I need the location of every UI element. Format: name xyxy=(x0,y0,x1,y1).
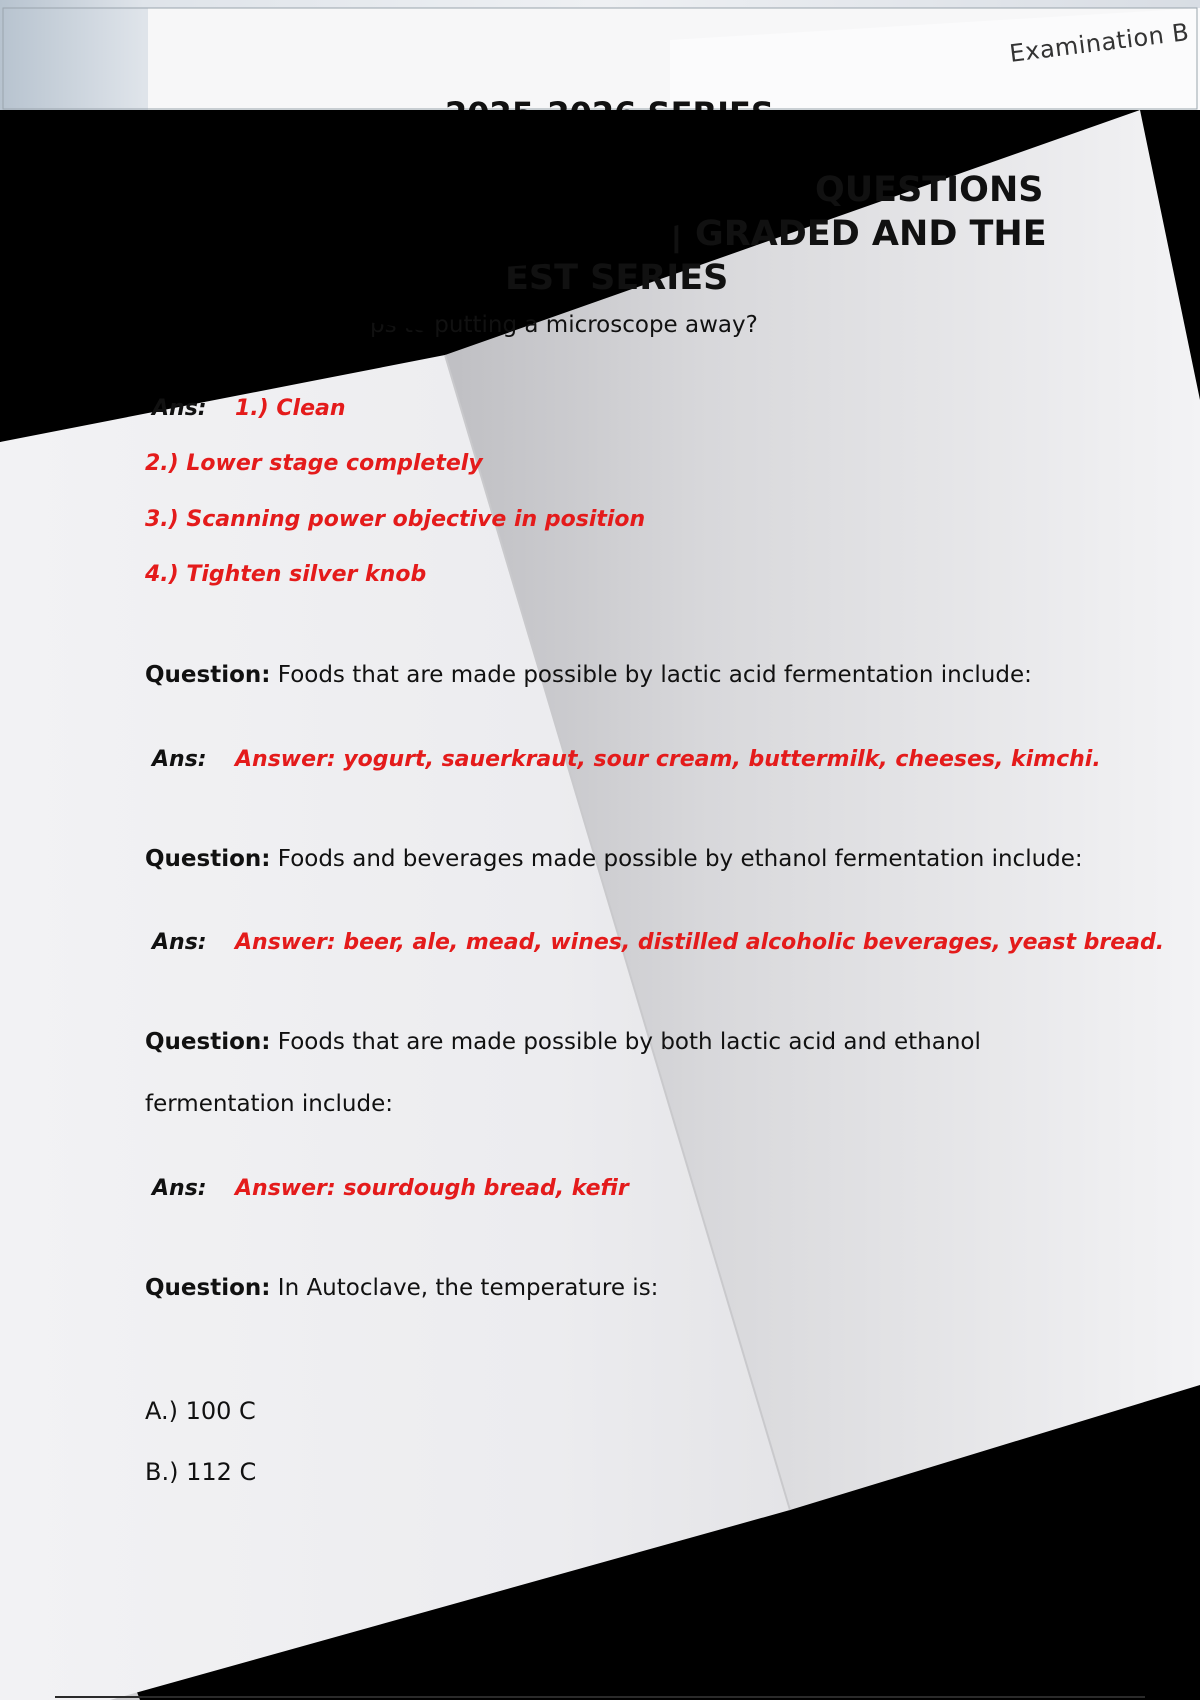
question-5-label: Question: xyxy=(145,1275,271,1301)
answer-2-label: Ans: xyxy=(152,747,207,772)
answer-3-label: Ans: xyxy=(152,930,207,955)
answer-4-text: Answer: sourdough bread, kefir xyxy=(235,1176,629,1201)
question-1-text: ps to putting a microscope away? xyxy=(370,312,758,338)
question-4-label: Question: xyxy=(145,1029,271,1055)
title-line-1: QUESTIONS xyxy=(815,170,1044,210)
answer-1-item-3: 3.) Scanning power objective in position xyxy=(145,507,646,532)
title-line-2: | GRADED AND THE xyxy=(670,214,1047,254)
answer-1-item-2: 2.) Lower stage completely xyxy=(145,451,483,476)
question-4-text-line-2: fermentation include: xyxy=(145,1091,393,1117)
option-a: A.) 100 C xyxy=(145,1397,256,1425)
answer-3-text: Answer: beer, ale, mead, wines, distilled alcoholic beverages, yeast bread. xyxy=(235,930,1165,955)
answer-1-label: Ans: xyxy=(152,396,207,421)
answer-4-label: Ans: xyxy=(152,1176,207,1201)
answer-1-item-4: 4.) Tighten silver knob xyxy=(145,562,427,587)
question-3-label: Question: xyxy=(145,846,271,872)
answer-1-item-1: 1.) Clean xyxy=(235,396,346,421)
question-4-text-line-1: Foods that are made possible by both lactic acid and ethanol xyxy=(277,1029,981,1055)
title-line-3: EST SERIES xyxy=(505,258,729,298)
answer-2-text: Answer: yogurt, sauerkraut, sour cream, buttermilk, cheeses, kimchi. xyxy=(235,747,1101,772)
option-b: B.) 112 C xyxy=(145,1458,257,1486)
black-wedge-top-left xyxy=(0,110,815,442)
header-examination-text: Examination B xyxy=(1008,17,1191,68)
question-5-text: In Autoclave, the temperature is: xyxy=(277,1275,659,1301)
question-2-label: Question: xyxy=(145,662,271,688)
question-2-text: Foods that are made possible by lactic acid fermentation include: xyxy=(277,662,1032,688)
question-3-text: Foods and beverages made possible by ethanol fermentation include: xyxy=(277,846,1083,872)
